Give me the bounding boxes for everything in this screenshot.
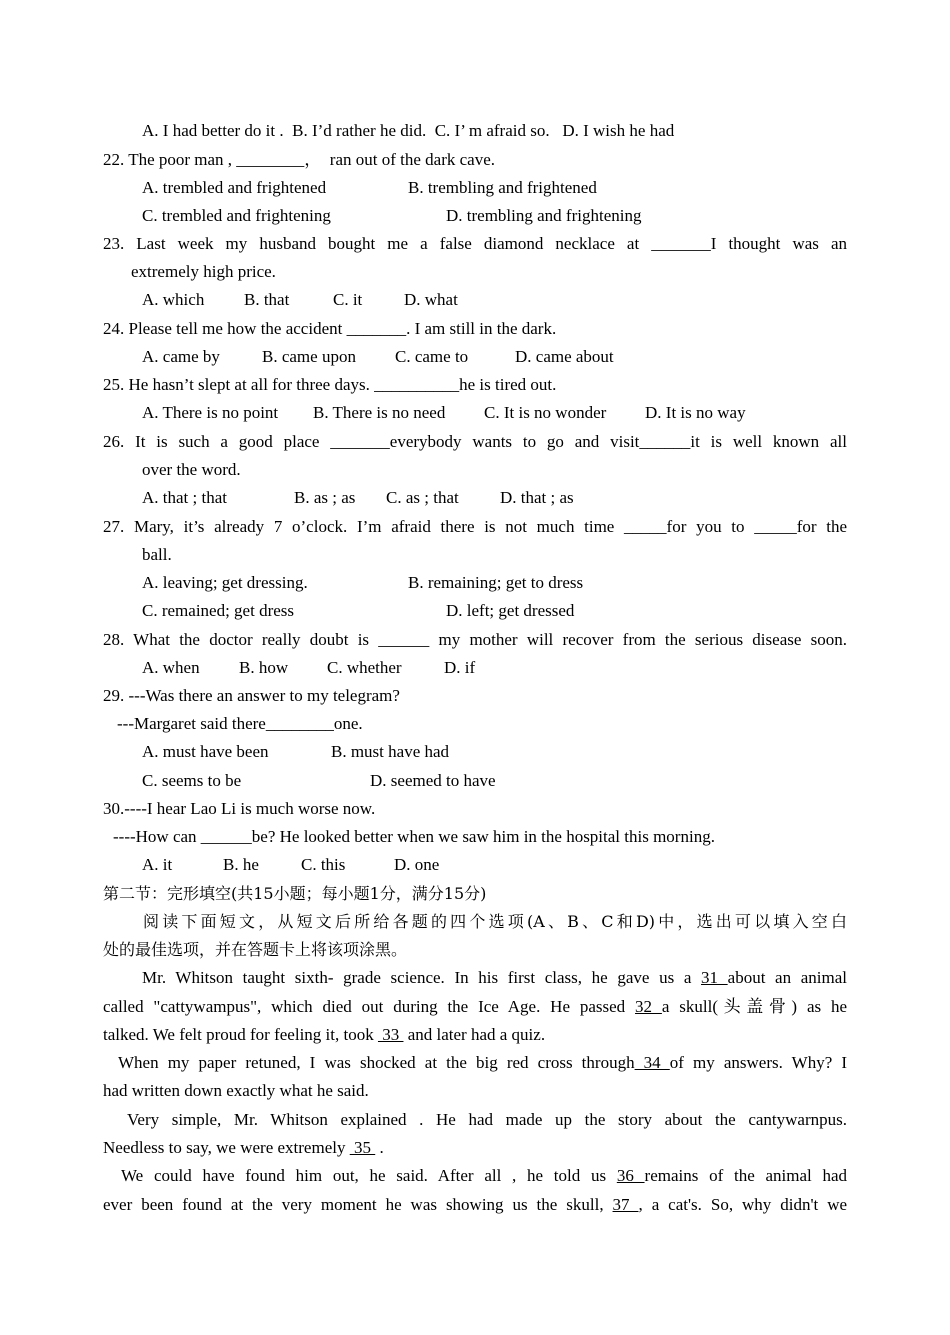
q24-option-c: C. came to	[395, 347, 469, 366]
q25-option-b: B. There is no need	[313, 403, 446, 422]
passage-p1-line3: talked. We felt proud for feeling it, took 33 and later had a quiz.	[103, 1025, 546, 1044]
q27-option-b: B. remaining; get to dress	[408, 573, 584, 592]
q26-stem-line2: over the word.	[142, 460, 241, 479]
q21-option-b: B. I’d rather he did.	[292, 121, 427, 140]
q30-stem: 30.----I hear Lao Li is much worse now.	[103, 799, 376, 818]
passage-p4-line1: We could have found him out, he said. After all , he told us 36 remains of the animal had	[121, 1166, 848, 1185]
q21-option-c: C. I’ m afraid so.	[434, 121, 550, 140]
blank-31: 31	[701, 968, 728, 987]
q23-option-a: A. which	[142, 290, 205, 309]
blank-36: 36	[616, 1166, 645, 1185]
section2-instruction-line1: 阅读下面短文，从短文后所给各题的四个选项(A、B、C和D)中，选出可以填入空白	[143, 912, 847, 931]
passage-p2-line2: had written down exactly what he said.	[103, 1081, 369, 1100]
q23-option-c: C. it	[333, 290, 363, 309]
q29-option-c: C. seems to be	[142, 771, 242, 790]
q25-option-d: D. It is no way	[645, 403, 746, 422]
q29-option-b: B. must have had	[331, 742, 450, 761]
q27-stem-line2: ball.	[142, 545, 172, 564]
q28-option-a: A. when	[142, 658, 200, 677]
q23-stem-line1: 23. Last week my husband bought me a false diamond necklace at _______I thought was an	[103, 234, 847, 253]
passage-p3-line2: Needless to say, we were extremely 35 .	[103, 1138, 384, 1157]
q27-option-c: C. remained; get dress	[142, 601, 295, 620]
q29-stem: 29. ---Was there an answer to my telegram?	[103, 686, 400, 705]
q26-option-a: A. that ; that	[142, 488, 227, 507]
q29-option-a: A. must have been	[142, 742, 269, 761]
q22-option-b: B. trembling and frightened	[408, 178, 597, 197]
q30-option-a: A. it	[142, 855, 173, 874]
q25-option-a: A. There is no point	[142, 403, 279, 422]
q24-option-d: D. came about	[515, 347, 614, 366]
q26-stem-line1: 26. It is such a good place _______everybody wants to go and visit______it is well known all	[103, 432, 847, 451]
passage-p3-line1: Very simple, Mr. Whitson explained . He had made up the story about the cantywarnpus.	[127, 1110, 847, 1129]
passage-p1-line2: called "cattywampus", which died out during the Ice Age. He passed 32 a skull(头盖骨) as he	[103, 997, 848, 1016]
q22-stem: 22. The poor man , ________， ran out of the dark cave.	[103, 150, 496, 169]
q30-option-c: C. this	[301, 855, 346, 874]
section2-heading: 第二节：完形填空(共15小题；每小题1分，满分15分)	[103, 884, 487, 903]
blank-37: 37	[612, 1195, 639, 1214]
blank-32: 32	[635, 997, 662, 1016]
q28-stem: 28. What the doctor really doubt is ______ my mother will recover from the serious disease soon.	[103, 630, 847, 649]
passage-p4-line2: ever been found at the very moment he was showing us the skull, 37 , a cat's. So, why didn't we	[103, 1195, 848, 1214]
q24-stem: 24. Please tell me how the accident _______. I am still in the dark.	[103, 319, 557, 338]
q24-option-b: B. came upon	[262, 347, 356, 366]
passage-p1-line1: Mr. Whitson taught sixth- grade science. In his first class, he gave us a 31 about an animal	[142, 968, 848, 987]
blank-34: 34	[634, 1053, 670, 1072]
q25-option-c: C. It is no wonder	[484, 403, 607, 422]
q29-option-d: D. seemed to have	[370, 771, 496, 790]
q21-options	[142, 117, 674, 145]
q27-option-d: D. left; get dressed	[446, 601, 575, 620]
q23-stem-line2: extremely high price.	[131, 262, 276, 281]
q21-option-d: D. I wish he had	[562, 121, 675, 140]
q22-option-a: A. trembled and frightened	[142, 178, 327, 197]
q27-stem-line1: 27. Mary, it’s already 7 o’clock. I’m afraid there is not much time _____for you to _____for the	[103, 517, 847, 536]
q26-option-c: C. as ; that	[386, 488, 459, 507]
q28-option-c: C. whether	[327, 658, 402, 677]
q25-stem: 25. He hasn’t slept at all for three days. __________he is tired out.	[103, 375, 557, 394]
passage-p2-line1: When my paper retuned, I was shocked at the big red cross through 34 of my answers. Why? I	[118, 1053, 848, 1072]
q23-option-d: D. what	[404, 290, 458, 309]
q27-option-a: A. leaving; get dressing.	[142, 573, 308, 592]
section2-instruction-line2: 处的最佳选项，并在答题卡上将该项涂黑。	[103, 940, 408, 959]
q23-option-b: B. that	[244, 290, 290, 309]
q26-option-b: B. as ; as	[294, 488, 356, 507]
q21-option-a: A. I had better do it .	[142, 121, 284, 140]
blank-35: 35	[349, 1138, 376, 1157]
q22-option-c: C. trembled and frightening	[142, 206, 331, 225]
q24-option-a: A. came by	[142, 347, 220, 366]
q29-reply: ---Margaret said there________one.	[117, 714, 363, 733]
q28-option-b: B. how	[239, 658, 289, 677]
q26-option-d: D. that ; as	[500, 488, 574, 507]
q30-option-d: D. one	[394, 855, 440, 874]
blank-33: 33	[377, 1025, 404, 1044]
q22-option-d: D. trembling and frightening	[446, 206, 642, 225]
q30-option-b: B. he	[223, 855, 259, 874]
q30-reply: ----How can ______be? He looked better when we saw him in the hospital this morning.	[113, 827, 715, 846]
q28-option-d: D. if	[444, 658, 476, 677]
